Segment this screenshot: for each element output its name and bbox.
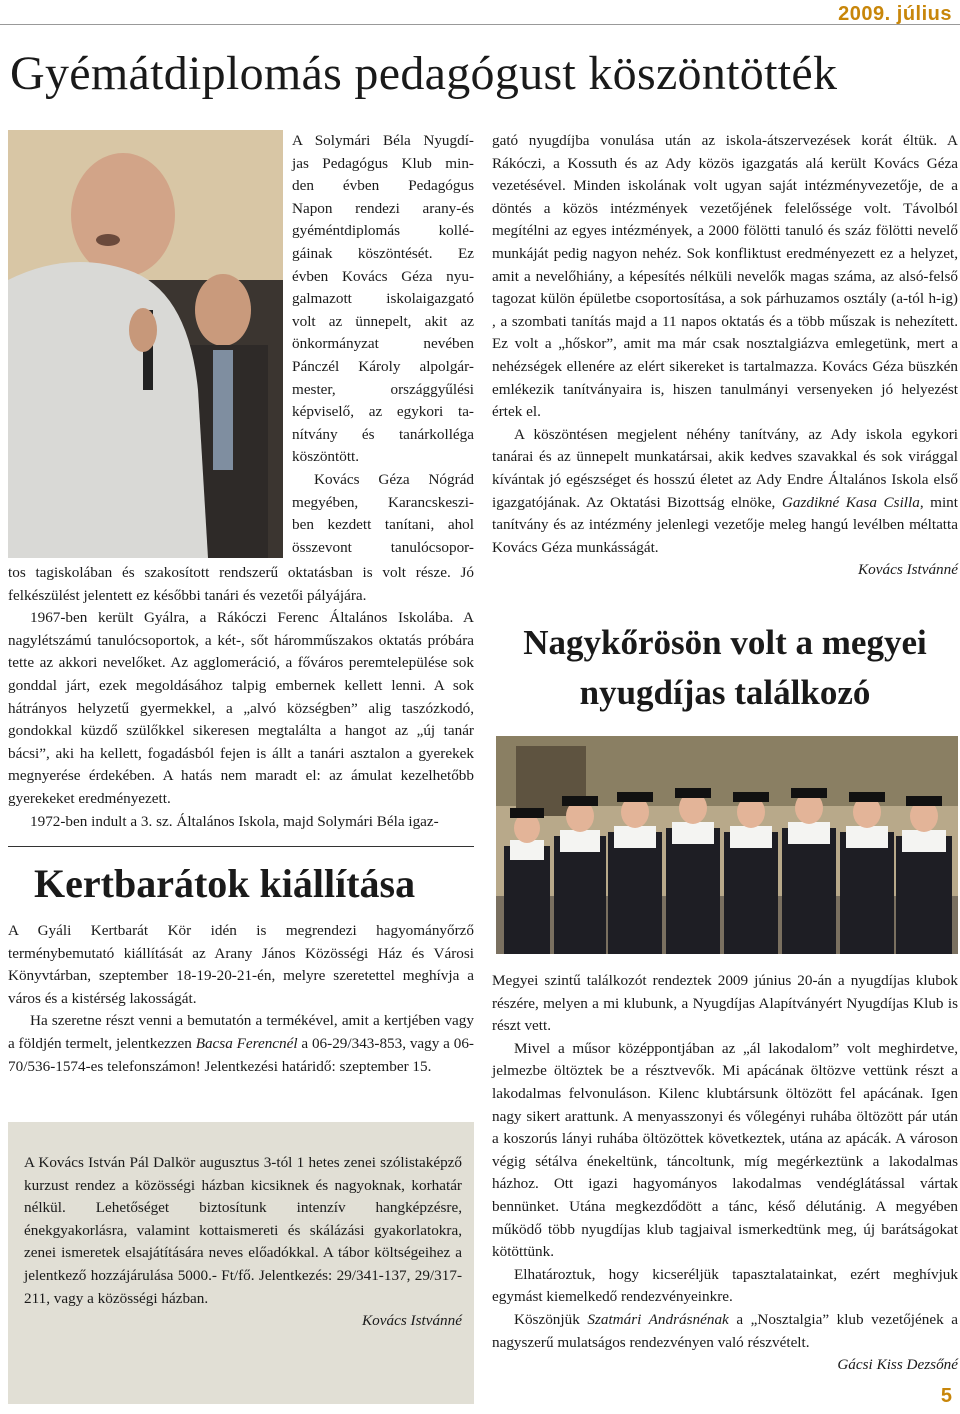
- text-run: A köszöntésen megjelent néhény tanítvány, az Ady iskola egykori tanárai és az ünnepelt munkatársai, akik kedves szavakkal és sok virággal kívántak jó egészséget és hosszú életet az Ady Endre Általános Iskola első igazgatójának. Az Oktatási Bizottság elnöke,: [492, 425, 958, 511]
- intro-line: köszöntött.: [292, 448, 360, 466]
- intro-line: volt az ünnepelt, akit az: [292, 312, 474, 330]
- text-run: a 06-29/343-853, vagy a 06-70/536-1574-es telefonszámon! Jelentkezési határidő: szeptember 15.: [8, 1034, 474, 1075]
- article1-photo: [8, 130, 283, 558]
- article3-photo: [496, 736, 958, 954]
- person-name: Bacsa Ferencnél: [195, 1034, 298, 1052]
- page-number: 5: [940, 1385, 952, 1407]
- issue-date: 2009. július: [838, 3, 952, 25]
- article1-paragraph: [492, 424, 958, 560]
- box-signature: Kovács Istvánné: [362, 1312, 462, 1330]
- article1-paragraph: 1972-ben indult a 3. sz. Általános Iskola, majd Solymári Béla igaz-: [30, 812, 439, 830]
- article2-body: [8, 920, 474, 1078]
- article3-paragraph: Elhatároztuk, hogy kicseréljük tapasztalatainkat, ezért meghívjuk egymást kiemelkedő rendezvényeinkre.: [492, 1265, 958, 1306]
- article2-paragraph: [8, 1010, 474, 1078]
- intro-line: mester, országgyűlési: [292, 380, 474, 398]
- intro-line: A Solymári Béla Nyugdí-: [292, 132, 474, 149]
- intro-line: Pánczél Károly alpolgár-: [292, 357, 474, 375]
- intro-line: jas Pedagógus Klub min-: [292, 154, 474, 172]
- article1-right-body: [492, 130, 958, 582]
- article3-title-line: nyugdíjas találkozó: [579, 673, 871, 712]
- article3-title-line: Nagykőrösön volt a megyei: [523, 623, 927, 662]
- article1-intro-wrap: [292, 130, 474, 559]
- article3-paragraph: Mivel a műsor középpontjában az „ál lakodalom” volt meghirdetve, jelmezbe öltöztek be a résztvevők. Mi apácának öltözve vettünk részt a lakodalmas felvonuláson. Kilenc klubtársunk öltözött fel apácának. Igen nagy sikert arattunk. A menyasszonyi és vőlegényi ruhába öltözött pár után a koszorús lányi ruhába öltözöttek következtek, utána az apácák. A városon végig sétálva énekeltünk, táncoltunk, míg megérkeztünk a lakodalmas házhoz. Ott igazi hagyományos lakodalmas vendéglátással vártak bennünket. Utána megkezdődött a tánc, késő délutánig. A megyében működő több nyugdíjas klub tagjaival ismerkedtünk meg, új barátságokat kötöttünk.: [492, 1039, 958, 1261]
- header-rule: [0, 24, 960, 25]
- intro-line: évben Kovács Géza nyu-: [292, 267, 474, 285]
- intro-line: gyéméntdiplomás kollé-: [292, 222, 474, 240]
- article1-paragraph: gató nyugdíjba vonulása után az iskola-átszervezések korát éltük. A Rákóczi, a Kossuth és az Ady közös igazgatás alá került Kovács Géza vezetésével. Minden iskolának volt ugyan saját intézményvezetője, de a döntés a közös intézmények vezetőjének felelőssége volt. Távolból megítélni az egyes intézmények, a 2000 fölötti tanuló és száz fölötti nevelő munkáját pedig nagyon nehéz. Sok konfliktust eredményezett ez a helyzet, amit a nevelőhiány, a képesítés nélküli nevelők magas száma, az alsó-felső tagozat külön épületbe csoportosítása, a sok párhuzamos osztály (a-tól h-ig) , a szombati tanítás majd a 11 napos oktatás és a több műszak is nehezített. Ez volt a „hőskor”, amit ma már csak nosztalgiázva emlegetünk, mert a nehézségek ellenére az elért sikereket is tartalmazza. Kovács Géza büszkén emlékezik tanítványaira is, hiszen tanulmányi versenyeken jó helyezést értek el.: [492, 132, 958, 421]
- intro-line: önkormányzat nevében: [292, 335, 474, 353]
- article3-paragraph: [492, 1309, 958, 1354]
- text-run: Köszönjük: [514, 1310, 588, 1328]
- intro-line: megyében, Karancskeszi-: [292, 493, 474, 511]
- article1-left-body: [8, 562, 474, 833]
- intro-line: képviselő, az egykori ta-: [292, 403, 474, 421]
- dalkor-notice-box: [8, 1122, 474, 1404]
- article1-paragraph: 1967-ben került Gyálra, a Rákóczi Ferenc Általános Iskolába. A nagylétszámú tanulócsoportok, a két-, sőt háromműszakos oktatás próbára tette az akkori nevelőket. Az agglomeráció, a főváros peremtelepülése sok gonddal járt, ezek megoldásához talpig embernek kellett lenni. A sok hátrányos helyzetű gyermekkel, a „alvó községben” alig taszózkodó, gondokkal küzdő szülőkkel sikeresen megtalálta a hangot az „új tanár bácsi”, aki ha kellett, fogadásból fejen is állt a tanári asztalon a gyerekek megnyerése érdekében. A hatás nem maradt el: az ámulat kezelhetőbb gyerekeket eredményezett.: [8, 609, 474, 807]
- article1-title: Gyémátdiplomás pedagógust köszöntötték: [10, 47, 838, 100]
- text-run: Ha szeretne részt venni a bemutatón a termékével, amit a kertjében vagy a földjén termelt, jelentkezzen: [8, 1012, 474, 1052]
- person-name: Szatmári Andrásnénak: [587, 1310, 729, 1328]
- intro-line: nítvány és tanárkolléga: [292, 425, 474, 443]
- article3-title: [492, 618, 958, 718]
- article3-body: [492, 970, 958, 1377]
- text-run: , mint tanítvány és az intézmény jelenlegi vezetője meleg hangú levélben méltatta Kovács Géza munkásságát.: [492, 493, 958, 556]
- article1-signature: Kovács Istvánné: [858, 561, 958, 579]
- intro-line: gáinak köszöntését. Ez: [292, 244, 474, 262]
- intro-line: Kovács Géza Nógrád: [314, 470, 474, 488]
- intro-line: den évben Pedagógus: [292, 177, 474, 195]
- intro-line: összevont tanulócsopor-: [292, 538, 474, 556]
- intro-line: ben kezdett tanítani, ahol: [292, 516, 474, 534]
- text-run: a „Nosztalgia” klub vezetőjének a nagyszerű mulatságos rendezvényen való részvételt.: [492, 1310, 958, 1351]
- article2-title: Kertbarátok kiállítása: [34, 861, 416, 906]
- article1-paragraph: tos tagiskolában és szakosított rendszerű oktatásban is volt része. Jó felkészülést jelentett ez későbbi tanári és vezetői pályájára.: [8, 564, 474, 604]
- intro-line: Napon rendezi arany-és: [292, 199, 474, 217]
- person-name: Gazdikné Kasa Csilla: [781, 493, 920, 511]
- box-paragraph: A Kovács István Pál Dalkör augusztus 3-tól 1 hetes zenei szólistaképző kurzust rendez a közösségi házban kicsiknek és nagyoknak, korhatár nélkül. Lehetőséget biztosítunk intenzív hangképzésre, énekgyakorlásra, valamint kottaismereti és skálázási gyakorlatokra, zenei ismeretek elsajátítására neves előadókkal. A tábor költségeihez a jelentkező hozzájárulása 5000.- Ft/fő. Jelentkezés: 29/341-137, 29/317-211, vagy a közösségi házban.: [24, 1154, 462, 1307]
- article3-paragraph: Megyei szintű találkozót rendeztek 2009 június 20-án a nyugdíjas klubok részére, melyen a mi klubunk, a Nyugdíjas Alapítványért Nyugdíjas Klub is részt vett.: [492, 972, 958, 1035]
- intro-line: galmazott iskolaigazgató: [292, 290, 474, 308]
- article2-paragraph: A Gyáli Kertbarát Kör idén is megrendezi hagyományőrző terménybemutató kiállítását az Arany János Közösségi Ház és Városi Könyvtárban, szeptember 18-19-20-21-én, melyre szeretettel meghívja a város és a kistérség lakosságát.: [8, 922, 474, 1007]
- box-body: [24, 1152, 462, 1333]
- article3-signature: Gácsi Kiss Dezsőné: [837, 1356, 958, 1374]
- section-divider: [8, 846, 474, 847]
